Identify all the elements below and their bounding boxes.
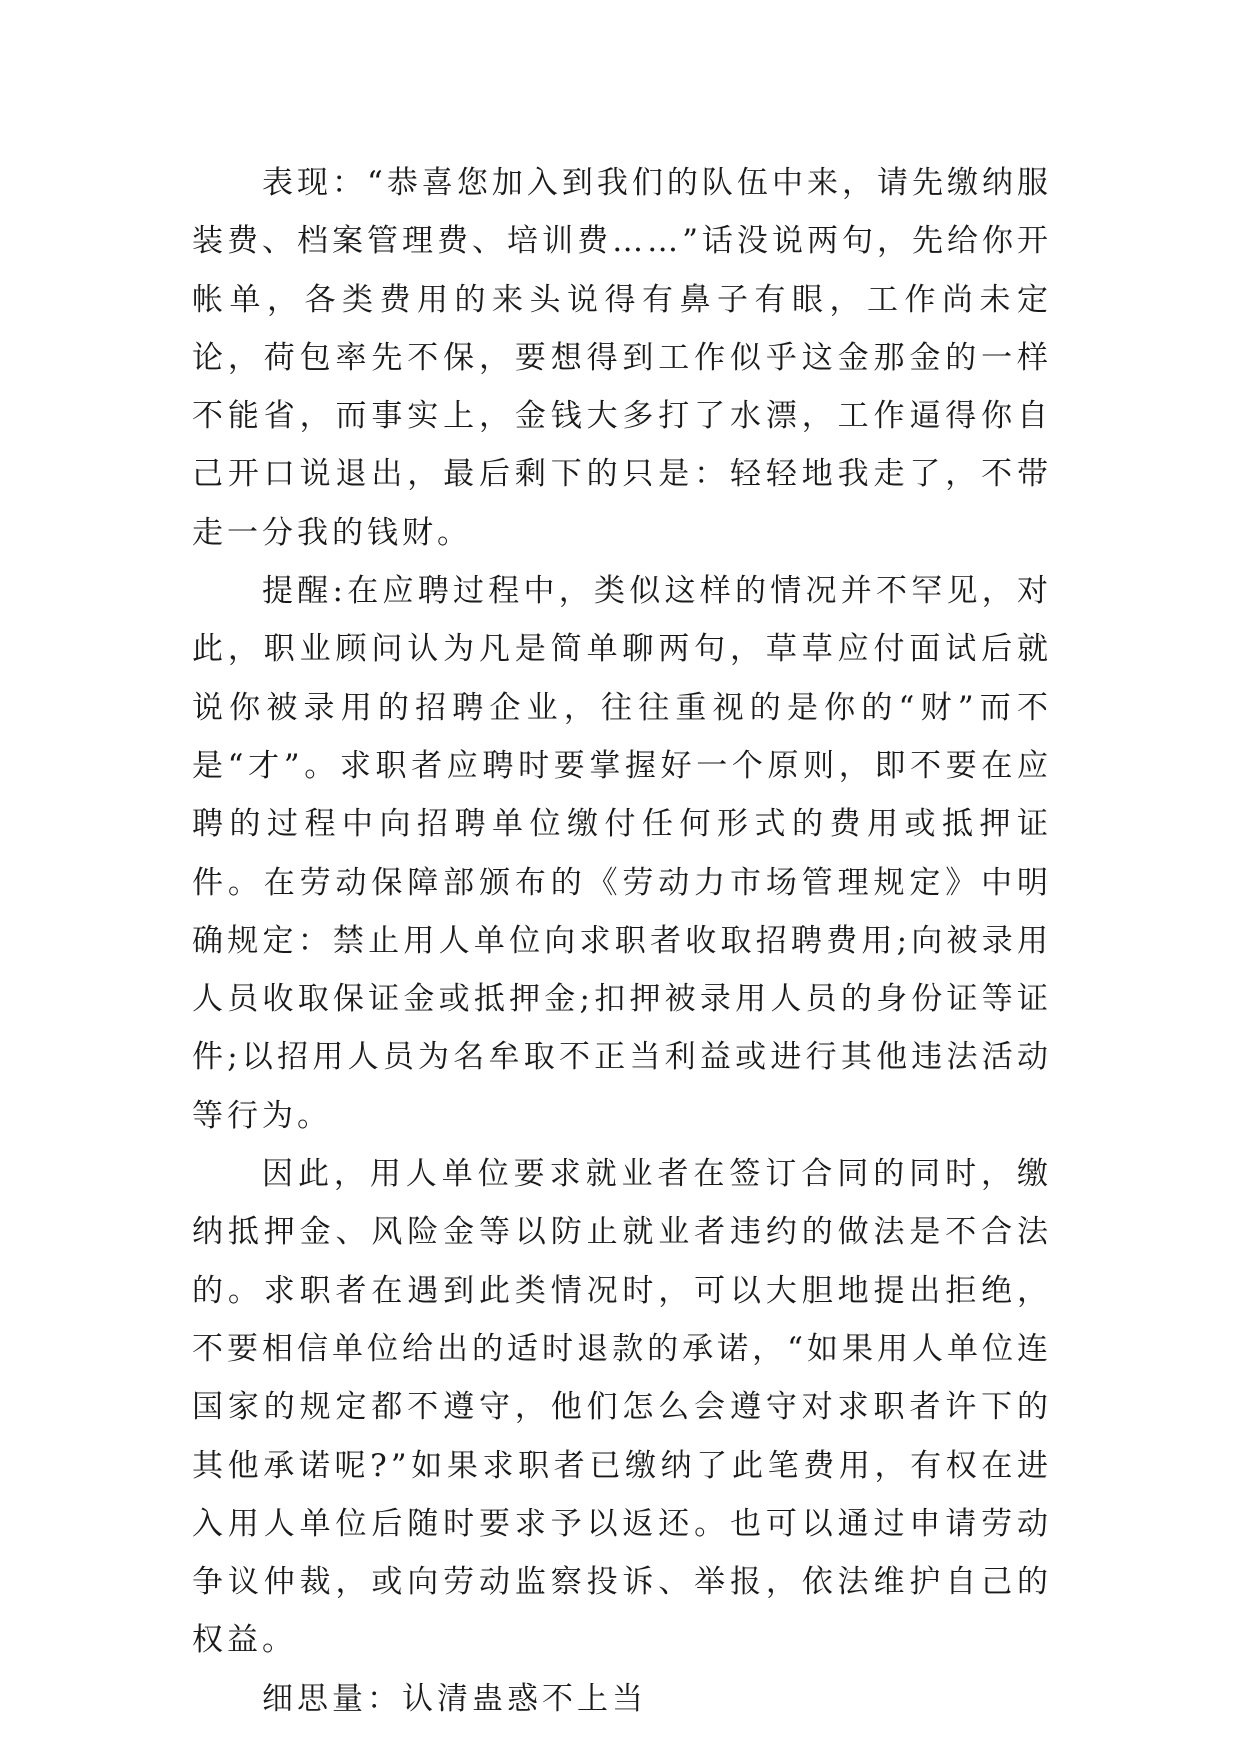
paragraph-performance: 表现：“恭喜您加入到我们的队伍中来，请先缴纳服装费、档案管理费、培训费……”话没说两句，先给你开帐单，各类费用的来头说得有鼻子有眼，工作尚未定论，荷包率先不保，要想得到工作似乎这金那金的一样不能省，而事实上，金钱大多打了水漂，工作逼得你自己开口说退出，最后剩下的只是：轻轻地我走了，不带走一分我的钱财。 bbox=[192, 165, 1052, 551]
document-body bbox=[192, 154, 1052, 1728]
paragraph-therefore: 因此，用人单位要求就业者在签订合同的同时，缴纳抵押金、风险金等以防止就业者违约的做法是不合法的。求职者在遇到此类情况时，可以大胆地提出拒绝，不要相信单位给出的适时退款的承诺，“如果用人单位连国家的规定都不遵守，他们怎么会遵守对求职者许下的其他承诺呢?”如果求职者已缴纳了此笔费用，有权在进入用人单位后随时要求予以返还。也可以通过申请劳动争议仲裁，或向劳动监察投诉、举报，依法维护自己的权益。 bbox=[192, 1156, 1052, 1659]
paragraph-reminder: 提醒:在应聘过程中，类似这样的情况并不罕见，对此，职业顾问认为凡是简单聊两句，草草应付面试后就说你被录用的招聘企业，往往重视的是你的“财”而不是“才”。求职者应聘时要掌握好一个原则，即不要在应聘的过程中向招聘单位缴付任何形式的费用或抵押证件。在劳动保障部颁布的《劳动力市场管理规定》中明确规定：禁止用人单位向求职者收取招聘费用;向被录用人员收取保证金或抵押金;扣押被录用人员的身份证等证件;以招用人员为名牟取不正当利益或进行其他违法活动等行为。 bbox=[192, 573, 1052, 1134]
paragraph-heading-think-carefully: 细思量：认清蛊惑不上当 bbox=[262, 1680, 647, 1717]
